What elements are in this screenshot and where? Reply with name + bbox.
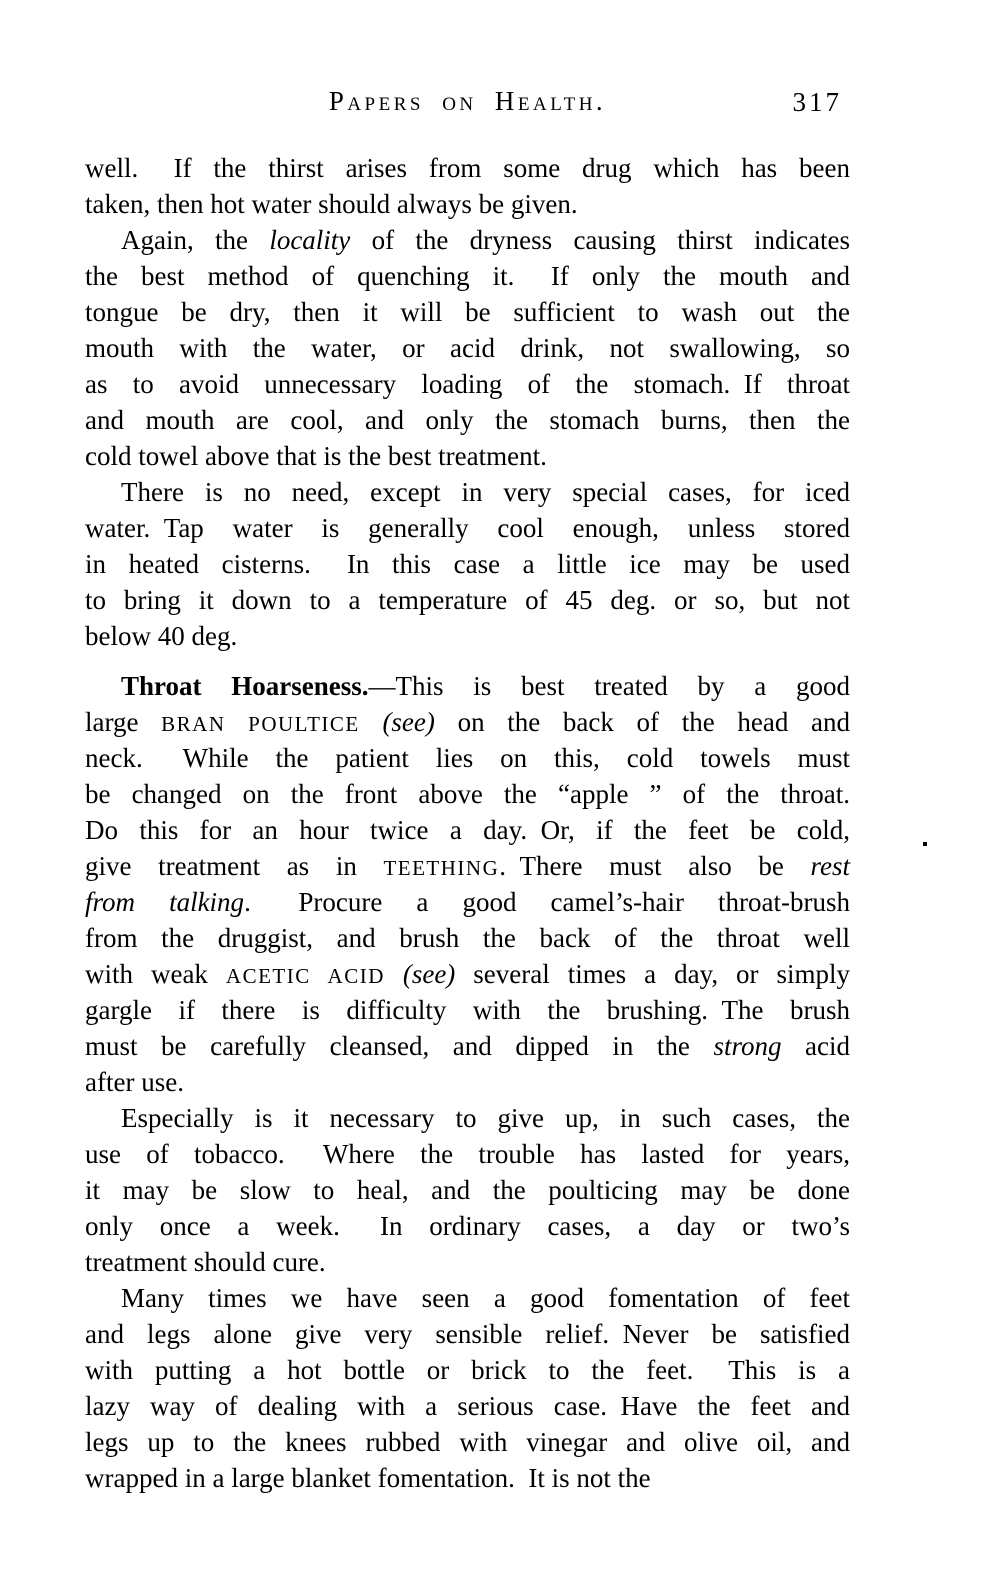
text-line bbox=[85, 992, 850, 1028]
text-run: cold towel above that is the best treatment. bbox=[85, 441, 547, 471]
text-run: the best method of quenching it. If only the mouth and bbox=[85, 261, 850, 291]
text-run: . There must also be bbox=[499, 851, 811, 881]
scan-speck bbox=[923, 842, 927, 846]
text-run: several times a day, or simply bbox=[455, 959, 851, 989]
text-run: only once a week. In ordinary cases, a day or two’s bbox=[85, 1211, 850, 1241]
text-run: large bbox=[85, 707, 162, 737]
text-run: after use. bbox=[85, 1067, 184, 1097]
italic-run: (see) bbox=[402, 959, 456, 989]
text-run: well. If the thirst arises from some drug which has been bbox=[85, 153, 850, 183]
text-line bbox=[85, 1388, 850, 1424]
text-line bbox=[85, 546, 850, 582]
text-line bbox=[85, 438, 850, 474]
text-run: neck. While the patient lies on this, cold towels must bbox=[85, 743, 850, 773]
text-line bbox=[85, 258, 850, 294]
text-line bbox=[85, 848, 850, 884]
paragraph bbox=[85, 222, 850, 474]
smallcaps-run: ACETIC ACID bbox=[225, 964, 385, 988]
text-line bbox=[85, 474, 850, 510]
text-line bbox=[85, 1064, 850, 1100]
text-run: on the back of the head and bbox=[434, 707, 851, 737]
page-number: 317 bbox=[792, 87, 842, 117]
text-line bbox=[85, 150, 850, 186]
text-line bbox=[85, 1172, 850, 1208]
text-run: give treatment as in bbox=[85, 851, 384, 881]
text-line bbox=[85, 1244, 850, 1280]
text-run: There is no need, except in very special cases, for iced bbox=[121, 477, 850, 507]
text-line bbox=[85, 884, 850, 920]
text-line bbox=[85, 1136, 850, 1172]
italic-run: rest bbox=[810, 851, 850, 881]
text-run: . Procure a good camel’s-hair throat-brush bbox=[244, 887, 850, 917]
text-run: to bring it down to a temperature of 45 deg. or so, but not bbox=[85, 585, 850, 615]
page-body bbox=[85, 150, 850, 1496]
text-line bbox=[85, 812, 850, 848]
text-line bbox=[85, 956, 850, 992]
text-line bbox=[85, 402, 850, 438]
text-line bbox=[85, 222, 850, 258]
text-run: Again, the bbox=[121, 225, 270, 255]
text-run: tongue be dry, then it will be sufficient to wash out the bbox=[85, 297, 850, 327]
text-line bbox=[85, 1280, 850, 1316]
text-run bbox=[385, 959, 403, 989]
text-line bbox=[85, 1316, 850, 1352]
paragraph bbox=[85, 1280, 850, 1496]
text-run: must be carefully cleansed, and dipped in the bbox=[85, 1031, 714, 1061]
text-run: use of tobacco. Where the trouble has lasted for years, bbox=[85, 1139, 850, 1169]
text-run: water. Tap water is generally cool enough, unless stored bbox=[85, 513, 850, 543]
text-run: from the druggist, and brush the back of the throat well bbox=[85, 923, 850, 953]
text-run: mouth with the water, or acid drink, not swallowing, so bbox=[85, 333, 850, 363]
text-line bbox=[85, 330, 850, 366]
text-run: lazy way of dealing with a serious case. Have the feet and bbox=[85, 1391, 850, 1421]
page-header bbox=[85, 86, 850, 120]
text-run: acid bbox=[781, 1031, 850, 1061]
section-paragraph bbox=[85, 668, 850, 1100]
text-run: it may be slow to heal, and the poulticing may be done bbox=[85, 1175, 850, 1205]
text-run: in heated cisterns. In this case a little ice may be used bbox=[85, 549, 850, 579]
italic-run: from talking bbox=[85, 887, 245, 917]
text-run: of the dryness causing thirst indicates bbox=[350, 225, 850, 255]
paragraph bbox=[85, 1100, 850, 1280]
text-line bbox=[85, 1460, 850, 1496]
text-line bbox=[85, 294, 850, 330]
text-run: —This is best treated by a good bbox=[368, 671, 850, 701]
text-run: treatment should cure. bbox=[85, 1247, 326, 1277]
text-run: Especially is it necessary to give up, in such cases, the bbox=[121, 1103, 850, 1133]
text-line bbox=[85, 740, 850, 776]
paragraph bbox=[85, 474, 850, 654]
text-run: legs up to the knees rubbed with vinegar and olive oil, and bbox=[85, 1427, 850, 1457]
text-run: wrapped in a large blanket fomentation. It is not the bbox=[85, 1463, 651, 1493]
italic-run: locality bbox=[269, 225, 351, 255]
running-title: Papers on Health. bbox=[328, 86, 607, 116]
text-line bbox=[85, 366, 850, 402]
text-run: and legs alone give very sensible relief. Never be satisfied bbox=[85, 1319, 850, 1349]
text-line bbox=[85, 582, 850, 618]
paragraph bbox=[85, 150, 850, 222]
text-run: gargle if there is difficulty with the brushing. The brush bbox=[85, 995, 850, 1025]
italic-run: strong bbox=[713, 1031, 782, 1061]
text-run: with putting a hot bottle or brick to the feet. This is a bbox=[85, 1355, 850, 1385]
text-run: taken, then hot water should always be given. bbox=[85, 189, 578, 219]
text-line bbox=[85, 1028, 850, 1064]
text-line bbox=[85, 1424, 850, 1460]
text-run: with weak bbox=[85, 959, 226, 989]
text-line bbox=[85, 1100, 850, 1136]
text-line bbox=[85, 1208, 850, 1244]
text-line bbox=[85, 668, 850, 704]
text-line bbox=[85, 776, 850, 812]
text-line bbox=[85, 704, 850, 740]
text-line bbox=[85, 186, 850, 222]
text-run: Do this for an hour twice a day. Or, if the feet be cold, bbox=[85, 815, 850, 845]
text-run: Many times we have seen a good fomentation of feet bbox=[121, 1283, 850, 1313]
smallcaps-run: BRAN POULTICE bbox=[161, 712, 360, 736]
text-run: below 40 deg. bbox=[85, 621, 238, 651]
italic-run: (see) bbox=[382, 707, 435, 737]
text-line bbox=[85, 920, 850, 956]
text-run: as to avoid unnecessary loading of the stomach. If throat bbox=[85, 369, 850, 399]
smallcaps-run: TEETHING bbox=[383, 856, 500, 880]
text-run: be changed on the front above the “apple ” of the throat. bbox=[85, 779, 850, 809]
text-line bbox=[85, 510, 850, 546]
text-line bbox=[85, 1352, 850, 1388]
text-run bbox=[360, 707, 383, 737]
heading-run: Throat Hoarseness. bbox=[121, 671, 369, 701]
text-line bbox=[85, 618, 850, 654]
text-run: and mouth are cool, and only the stomach burns, then the bbox=[85, 405, 850, 435]
